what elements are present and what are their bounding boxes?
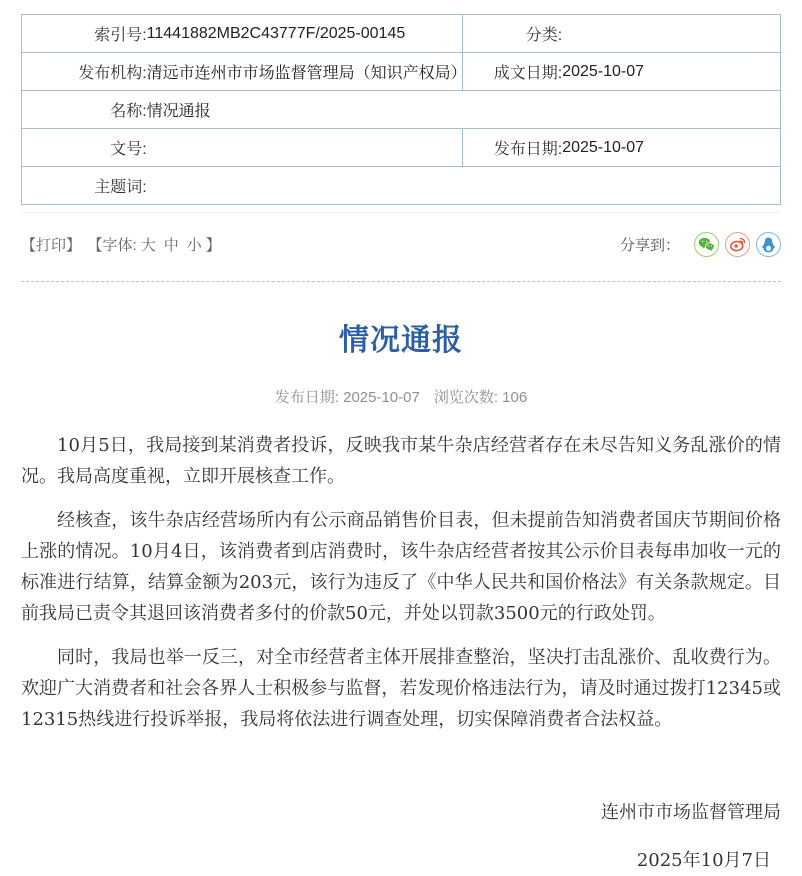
signature-block <box>21 797 781 876</box>
paragraph: 经核查，该牛杂店经营场所内有公示商品销售价目表，但未提前告知消费者国庆节期间价格上涨的情况。10月4日，该消费者到店消费时，该牛杂店经营者按其公示价目表每串加收一元的标准进行结算，结算金额为203元，该行为违反了《中华人民共和国价格法》有关条款规定。目前我局已责令其退回该消费者多付的价款50元，并处以罚款3500元的行政处罚。 <box>21 510 781 624</box>
draft-date-label: 成文日期: <box>462 53 562 91</box>
category-value <box>562 15 780 53</box>
weibo-share-icon[interactable] <box>725 232 750 257</box>
signature-organization: 连州市市场监督管理局 <box>601 802 781 823</box>
signature-date: 2025年10月7日 <box>636 850 771 871</box>
paragraph: 同时，我局也举一反三，对全市经营者主体开展排查整治，坚决打击乱涨价、乱收费行为。欢迎广大消费者和社会各界人士积极参与监督，若发现价格违法行为，请及时通过拨打12345或12315热线进行投诉举报，我局将依法进行调查处理，切实保障消费者合法权益。 <box>21 647 781 730</box>
table-row <box>22 15 781 53</box>
name-value: 情况通报 <box>147 91 781 129</box>
dashed-divider <box>21 281 781 282</box>
keywords-label: 主题词: <box>22 167 147 205</box>
pub-date-label: 发布日期: <box>462 129 562 167</box>
table-row <box>22 53 781 91</box>
article-meta <box>21 386 781 407</box>
draft-date-value: 2025-10-07 <box>562 53 780 91</box>
toolbar-left <box>21 234 221 255</box>
article-pub-date: 发布日期: 2025-10-07 <box>274 389 420 406</box>
name-label: 名称: <box>22 91 147 129</box>
doc-no-label: 文号: <box>22 129 147 167</box>
font-size-large-button[interactable]: 大 <box>140 236 156 254</box>
table-row <box>22 167 781 205</box>
paragraph: 10月5日，我局接到某消费者投诉，反映我市某牛杂店经营者存在未尽告知义务乱涨价的情况。我局高度重视，立即开展核查工作。 <box>21 435 781 487</box>
font-size-small-button[interactable]: 小 <box>186 236 202 254</box>
doc-no-value <box>147 129 462 167</box>
wechat-share-icon[interactable] <box>694 232 719 257</box>
table-row <box>22 129 781 167</box>
print-button[interactable]: 【打印】 <box>21 236 82 254</box>
article-body <box>21 430 781 876</box>
metadata-table <box>21 14 781 205</box>
keywords-value <box>147 167 781 205</box>
category-label: 分类: <box>462 15 562 53</box>
pub-date-value: 2025-10-07 <box>562 129 780 167</box>
agency-label: 发布机构: <box>22 53 147 91</box>
share-bar <box>620 232 781 257</box>
index-value: 11441882MB2C43777F/2025-00145 <box>146 24 406 42</box>
agency-value: 清远市连州市市场监督管理局（知识产权局） <box>147 53 462 91</box>
index-label: 索引号: <box>94 27 147 44</box>
font-size-medium-button[interactable]: 中 <box>163 236 179 254</box>
qq-share-icon[interactable] <box>756 232 781 257</box>
font-size-suffix: 】 <box>205 236 221 254</box>
page-title: 情况通报 <box>339 324 463 357</box>
article-views: 浏览次数: 106 <box>433 389 528 406</box>
section-divider <box>21 212 781 213</box>
share-label: 分享到： <box>619 236 680 254</box>
font-size-prefix: 【字体: <box>95 236 137 254</box>
table-row <box>22 91 781 129</box>
toolbar <box>21 231 781 257</box>
